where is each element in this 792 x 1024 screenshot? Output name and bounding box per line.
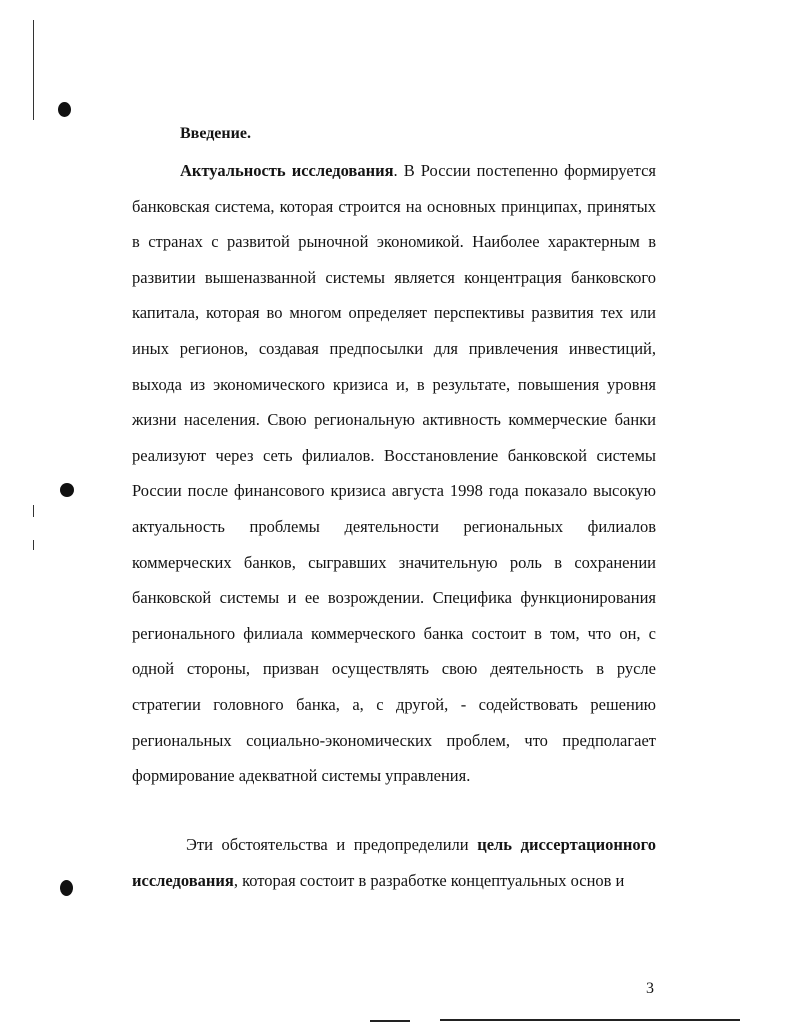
scan-margin-line	[33, 540, 34, 550]
relevance-lead: Актуальность исследования	[180, 161, 394, 180]
scan-margin-line	[33, 505, 34, 517]
goal-text-before: Эти обстоятельства и предопределили	[186, 835, 478, 854]
scan-artifact	[440, 1019, 740, 1021]
goal-text-after: , которая состоит в разработке концептуальных основ и	[233, 870, 625, 890]
scan-margin-line	[33, 20, 34, 120]
scan-artifact	[370, 1020, 410, 1022]
punch-hole-mark	[58, 102, 71, 117]
punch-hole-mark	[60, 880, 73, 896]
paragraph-relevance	[132, 153, 656, 794]
relevance-text: . В России постепенно формируется банковская система, которая строится на основных принципах, принятых в странах с развитой рыночной экономикой. Наиболее характерным в развитии вышеназванной системы является концентрация банковского капитала, которая во многом определяет перспективы развития тех или иных регионов, создавая предпосылки для привлечения инвестиций, выхода из экономического кризиса и, в результате, повышения уровня жизни населения. Свою региональную активность коммерческие банки реализуют через сеть филиалов. Восстановление банковской системы России после финансового кризиса августа 1998 года показало высокую актуальность проблемы деятельности региональных филиалов коммерческих банков, сыгравших значительную роль в сохранении банковской системы и ее возрождении. Специфика функционирования регионального филиала коммерческого банка состоит в том, что он, с одной стороны, призван осуществлять свою деятельность в русле стратегии головного банка, а, с другой, - содействовать решению региональных социально-экономических проблем, что предполагает формирование адекватной системы управления.	[132, 161, 657, 786]
section-heading: Введение.	[180, 125, 251, 142]
page-number: 3	[646, 980, 654, 997]
punch-hole-mark	[60, 483, 74, 497]
paragraph-goal	[132, 827, 656, 898]
goal-bold: цель диссертационного исследования	[132, 835, 657, 890]
